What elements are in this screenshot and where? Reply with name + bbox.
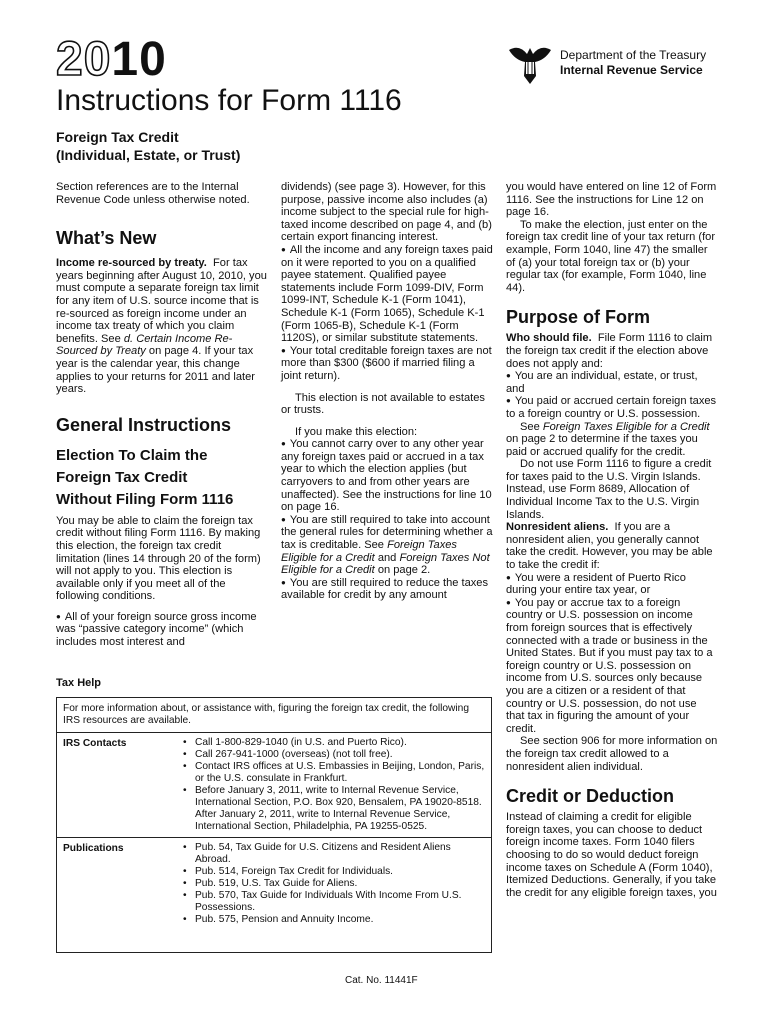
nra-bullet-2: ● You pay or accrue tax to a foreign country or U.S. possession on income from foreign sources that is effectively connected with a trade or business in the United States. But if you must pay tax to a foreign country or U.S. possession on income from U.S. sources only because you are a citizen or a resident of that country or U.S. possession, do not use that tax in figuring the amount of your credit. — [506, 597, 718, 736]
column-3 — [506, 181, 718, 899]
agency-name: Internal Revenue Service — [560, 63, 703, 77]
column-2 — [281, 181, 493, 602]
publication-item: • Pub. 514, Foreign Tax Credit for Individuals. — [195, 866, 485, 878]
election-heading-line-3: Without Filing Form 1116 — [56, 490, 234, 508]
contact-item: • Contact IRS offices at U.S. Embassies in Beijing, London, Paris, or the U.S. consulate in Frankfurt. — [195, 761, 485, 785]
general-instructions-heading: General Instructions — [56, 414, 232, 435]
who-text: File Form 1116 to claim the foreign tax credit if the election above does not apply and: — [506, 332, 713, 370]
credit-deduction-heading: Credit or Deduction — [506, 786, 675, 807]
department-name: Department of the Treasury — [560, 48, 707, 62]
nra-bullet-1: ● You were a resident of Puerto Rico during your entire tax year, or — [506, 572, 718, 597]
year-solid: 10 — [111, 33, 167, 86]
whats-new-heading: What’s New — [56, 228, 157, 249]
election-text: You may be able to claim the foreign tax credit without filing Form 1116. By making this election, the foreign tax credit limitation (lines 14 through 20 of the form) will not apply to you. This election is available only if you meet all of the following conditions. — [56, 514, 261, 603]
not-available-text: This election is not available to estates or trusts. — [281, 391, 485, 417]
irs-contacts-list — [175, 733, 491, 837]
election-bullet-5 — [281, 514, 493, 577]
publication-item: • Pub. 575, Pension and Annuity Income. — [195, 914, 485, 926]
see-pre: See — [520, 420, 540, 433]
who-should-file — [506, 332, 718, 370]
contact-item: • Call 1-800-829-1040 (in U.S. and Puerto Rico). — [195, 737, 485, 749]
form-year — [56, 33, 167, 86]
nonresident-aliens — [506, 521, 718, 571]
publication-item: • Pub. 570, Tax Guide for Individuals With Income From U.S. Possessions. — [195, 890, 485, 914]
contact-item: • Before January 3, 2011, write to Internal Revenue Service, International Section, P.O. Box 920, Bensalem, PA 19020-8518. After January 2, 2011, write to Internal Revenue Service, International Section, Philadelphia, PA 19255-0525. — [195, 785, 485, 833]
to-make-election-text: To make the election, just enter on the foreign tax credit line of your tax return (for example, Form 1040, line 47) the smaller of (a) your total foreign tax or (b) your regular tax (for example, Form 1040, line 44). — [506, 218, 716, 294]
publications-label: Publications — [63, 843, 124, 854]
bullet-5-text: You are still required to take into account the general rules for determining whether a tax is creditable. See — [281, 513, 493, 552]
eligible-link: Foreign Taxes Eligible for a Credit — [281, 539, 457, 564]
election-heading-line-2: Foreign Tax Credit — [56, 468, 188, 486]
catalog-number: Cat. No. 11441F — [345, 975, 418, 986]
subtitle-line-1: Foreign Tax Credit — [56, 129, 179, 145]
resourced-paragraph — [56, 257, 268, 396]
see-eligible-text — [506, 421, 718, 459]
tax-help-heading: Tax Help — [56, 677, 102, 689]
election-bullet-2: ● All the income and any foreign taxes paid on it were reported to you on a qualified payee statement. Qualified payee statements include Form 1099-DIV, Form 1099-INT, Schedule K-1 (Form 1041), Schedule K-1 (Form 1065), Schedule K-1 (Form 1065-B), Schedule K-1 (Form 1120S), or similar substitute statements. — [281, 244, 493, 345]
tax-help-intro: For more information about, or assistance with, figuring the foreign tax credit, the following IRS resources are available. — [57, 698, 491, 733]
line12-text: you would have entered on line 12 of Form 1116. See the instructions for Line 12 on page 16. — [506, 181, 717, 219]
see-italic: Foreign Taxes Eligible for a Credit — [542, 420, 710, 433]
credit-deduction-text: Instead of claiming a credit for eligible foreign taxes, you can choose to deduct foreign income taxes. Form 1040 filers choosing to do so would deduct foreign income taxes on Schedule A (Form 1040), Itemized Deductions. Generally, if you take the credit for any eligible foreign taxes, you — [506, 811, 717, 899]
publication-item: • Pub. 519, U.S. Tax Guide for Aliens. — [195, 878, 485, 890]
do-not-use-text: Do not use Form 1116 to figure a credit for taxes paid to the U.S. Virgin Islands. Instead, use Form 8689, Allocation of Individual Income Tax to the U.S. Virgin Islands. — [506, 458, 712, 521]
bullet-5-end: on page 2. — [377, 564, 431, 577]
nra-text: If you are a nonresident alien, you generally cannot take the credit. However, you may be able to take the credit if: — [506, 521, 713, 572]
tax-help-table — [56, 697, 492, 953]
resourced-italic: d. Certain Income Re-Sourced by Treaty — [56, 332, 233, 358]
who-bullet-1: ● You are an individual, estate, or trust, and — [506, 370, 718, 395]
see-post: on page 2 to determine if the taxes you paid or accrued qualify for the credit. — [506, 433, 698, 458]
resourced-text-1: For tax years beginning after August 10, 2010, you must compute a separate foreign tax limit for any item of U.S. source income that is re-sourced as foreign income under an income tax treaty of which you claim benefits. See — [56, 257, 267, 345]
contact-item: • Call 267-941-1000 (overseas) (not toll free). — [195, 749, 485, 761]
irs-eagle-logo-icon — [505, 40, 555, 88]
election-heading — [56, 445, 268, 511]
department-block — [560, 48, 706, 78]
publications-list — [175, 838, 491, 930]
subtitle — [56, 128, 240, 164]
page-title: Instructions for Form 1116 — [56, 84, 402, 117]
nra-runin-heading: Nonresident aliens. — [506, 521, 609, 534]
election-bullet-3: ● Your total creditable foreign taxes are not more than $300 ($600 if married filing a joint return). — [281, 345, 493, 383]
section-906-text: See section 906 for more information on the foreign tax credit allowed to a nonresident alien individual. — [506, 735, 718, 773]
resourced-runin-heading: Income re-sourced by treaty. — [56, 257, 207, 270]
election-bullet-1: ● All of your foreign source gross income was “passive category income” (which includes most interest and — [56, 611, 268, 649]
passive-income-text: dividends) (see page 3). However, for this purpose, passive income also includes (a) income subject to the special rule for high-taxed income described on page 4, and (b) certain export financing interest. — [281, 181, 492, 244]
election-bullet-6: ● You are still required to reduce the taxes available for credit by any amount — [281, 577, 493, 602]
bullet-5-and: and — [377, 551, 397, 564]
column-1 — [56, 181, 268, 649]
who-bullet-2: ● You paid or accrued certain foreign taxes to a foreign country or U.S. possession. — [506, 395, 718, 420]
not-eligible-link: Foreign Taxes Not Eligible for a Credit — [281, 551, 490, 577]
election-bullet-4: ● You cannot carry over to any other year any foreign taxes paid or accrued in a tax year to which the election applies (but carryovers to and from other years are unaffected). See the instructions for line 10 on page 16. — [281, 438, 493, 514]
irs-contacts-row — [57, 733, 491, 837]
irs-contacts-label: IRS Contacts — [63, 738, 127, 749]
who-runin-heading: Who should file. — [506, 332, 592, 345]
publication-item: • Pub. 54, Tax Guide for U.S. Citizens and Resident Aliens Abroad. — [195, 842, 485, 866]
publications-row — [57, 837, 491, 930]
resourced-text-2: on page 4. If your tax year is the calendar year, this change applies to your returns for 2011 and later years. — [56, 345, 255, 396]
subtitle-line-2: (Individual, Estate, or Trust) — [56, 147, 241, 163]
if-elect-text: If you make this election: — [295, 425, 418, 438]
year-outline: 20 — [56, 33, 112, 86]
purpose-heading: Purpose of Form — [506, 307, 651, 328]
election-heading-line-1: Election To Claim the — [56, 446, 208, 464]
intro-text: Section references are to the Internal Revenue Code unless otherwise noted. — [56, 181, 250, 206]
